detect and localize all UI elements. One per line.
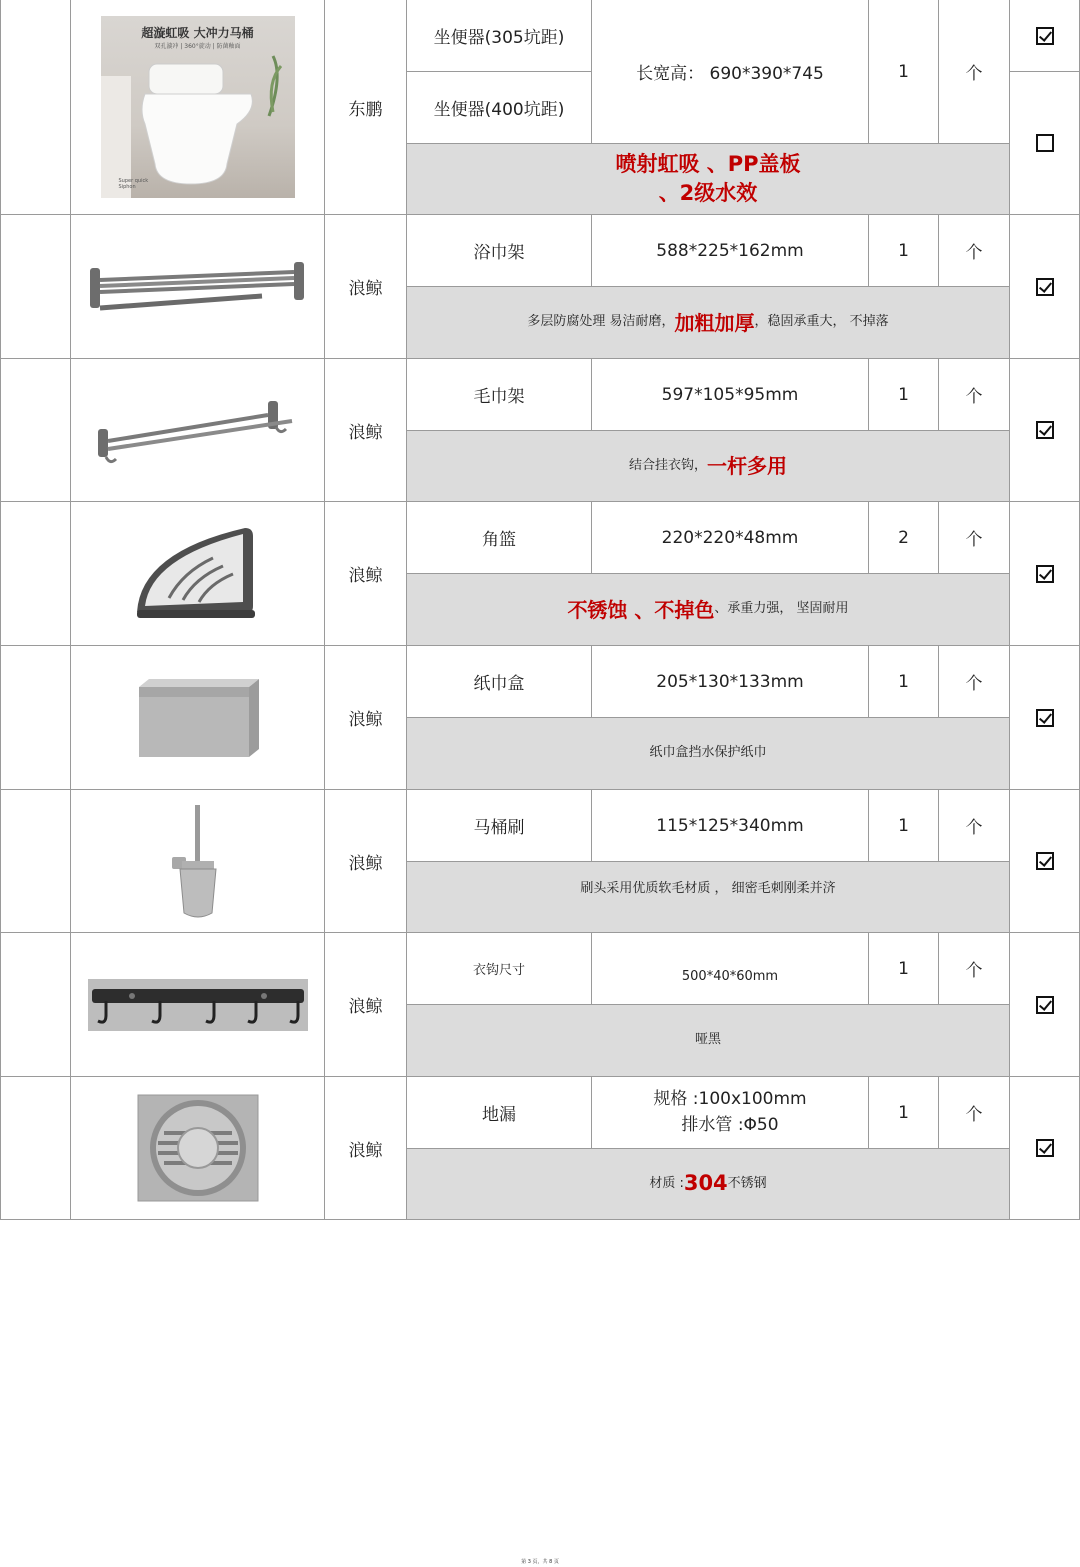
description-text: 、承重力强， 坚固耐用 <box>714 601 849 617</box>
size-cell <box>592 1077 869 1149</box>
qty-cell: 1 <box>869 790 939 862</box>
unit-cell: 个 <box>939 1077 1010 1149</box>
check-cell <box>1010 502 1080 646</box>
check-cell <box>1010 1077 1080 1220</box>
description-text: 纸巾盒挡水保护纸巾 <box>649 745 767 761</box>
checkbox-checked[interactable] <box>1036 1139 1054 1157</box>
brand-cell: 浪鲸 <box>325 1077 407 1220</box>
bath-towel-rack-icon <box>86 252 310 322</box>
brand-cell: 浪鲸 <box>325 933 407 1077</box>
checkbox-checked[interactable] <box>1036 278 1054 296</box>
toilet-image <box>101 16 295 198</box>
product-image-cell <box>71 502 325 646</box>
description-cell <box>407 431 1010 502</box>
corner-basket-icon <box>133 524 263 624</box>
product-image-cell <box>71 215 325 359</box>
description-cell <box>407 1149 1010 1220</box>
brand-cell: 东鹏 <box>325 0 407 215</box>
description-cell <box>407 287 1010 359</box>
product-name: 角篮 <box>407 502 592 574</box>
qty-cell: 2 <box>869 502 939 574</box>
toilet-image-headline: 超漩虹吸 大冲力马桶 <box>141 26 254 40</box>
checkbox-checked[interactable] <box>1036 852 1054 870</box>
description-text: ，稳固承重大， 不掉落 <box>754 314 889 330</box>
checkbox-checked[interactable] <box>1036 996 1054 1014</box>
product-image-cell <box>71 1077 325 1220</box>
index-cell <box>0 933 71 1077</box>
check-cell <box>1010 0 1080 72</box>
qty-cell: 1 <box>869 646 939 718</box>
check-cell <box>1010 359 1080 502</box>
product-name: 坐便器(305坑距) <box>407 0 592 72</box>
check-cell <box>1010 790 1080 933</box>
checkbox-checked[interactable] <box>1036 709 1054 727</box>
size-cell: 长宽高： 690*390*745 <box>592 0 869 144</box>
qty-cell: 1 <box>869 1077 939 1149</box>
check-cell <box>1010 72 1080 215</box>
product-image-cell <box>71 933 325 1077</box>
unit-cell: 个 <box>939 359 1010 431</box>
size-cell: 597*105*95mm <box>592 359 869 431</box>
size-cell: 115*125*340mm <box>592 790 869 862</box>
table-row-toilet <box>0 0 1080 215</box>
product-name: 毛巾架 <box>407 359 592 431</box>
unit-cell: 个 <box>939 933 1010 1005</box>
qty-cell: 1 <box>869 0 939 144</box>
checkbox-checked[interactable] <box>1036 565 1054 583</box>
checkbox-checked[interactable] <box>1036 27 1054 45</box>
brand-cell: 浪鲸 <box>325 646 407 790</box>
unit-cell: 个 <box>939 215 1010 287</box>
size-cell: 588*225*162mm <box>592 215 869 287</box>
checkbox-checked[interactable] <box>1036 421 1054 439</box>
table-row-bath-towel-rack <box>0 215 1080 359</box>
index-cell <box>0 790 71 933</box>
size-cell: 220*220*48mm <box>592 502 869 574</box>
description-line: 喷射虹吸 、PP盖板 <box>615 151 801 176</box>
brand-cell: 浪鲸 <box>325 215 407 359</box>
product-image-cell <box>71 646 325 790</box>
size-line: 规格 :100x100mm <box>653 1089 807 1109</box>
description-line: 、2级水效 <box>658 181 758 205</box>
index-cell <box>0 0 71 215</box>
unit-cell: 个 <box>939 0 1010 144</box>
coat-hooks-icon <box>88 979 308 1031</box>
index-cell <box>0 215 71 359</box>
floor-drain-icon <box>136 1093 260 1203</box>
index-cell <box>0 502 71 646</box>
qty-cell: 1 <box>869 215 939 287</box>
brand-cell: 浪鲸 <box>325 790 407 933</box>
description-highlight: 一杆多用 <box>707 454 787 478</box>
toilet-image-subline: 双孔漩冲 | 360°旋动 | 防菌釉面 <box>154 43 241 50</box>
check-cell <box>1010 646 1080 790</box>
size-line: 排水管 :Φ50 <box>681 1114 779 1135</box>
product-image-cell <box>71 790 325 933</box>
description-cell <box>407 574 1010 646</box>
description-cell <box>407 144 1010 215</box>
description-cell <box>407 1005 1010 1077</box>
page-footer: 第 3 页，共 8 页 <box>521 1559 559 1565</box>
checkbox-unchecked[interactable] <box>1036 134 1054 152</box>
table-row-coat-hooks <box>0 933 1080 1077</box>
description-cell <box>407 862 1010 933</box>
unit-cell: 个 <box>939 646 1010 718</box>
size-cell: 205*130*133mm <box>592 646 869 718</box>
index-cell <box>0 359 71 502</box>
table-row-toilet-brush <box>0 790 1080 933</box>
check-cell <box>1010 215 1080 359</box>
description-highlight: 304 <box>683 1171 728 1196</box>
unit-cell: 个 <box>939 790 1010 862</box>
unit-cell: 个 <box>939 502 1010 574</box>
product-image-cell <box>71 0 325 215</box>
qty-cell: 1 <box>869 359 939 431</box>
toilet-icon <box>101 16 295 198</box>
description-text: 结合挂衣钩， <box>628 457 707 473</box>
description-text: 刷头采用优质软毛材质 ， 细密毛刺刚柔并济 <box>580 881 836 896</box>
product-name: 马桶刷 <box>407 790 592 862</box>
size-cell: 500*40*60mm <box>592 933 869 1005</box>
product-name: 纸巾盒 <box>407 646 592 718</box>
tissue-box-icon <box>133 673 263 763</box>
product-name: 浴巾架 <box>407 215 592 287</box>
product-image-cell <box>71 359 325 502</box>
qty-cell: 1 <box>869 933 939 1005</box>
index-cell <box>0 646 71 790</box>
table-row-towel-bar <box>0 359 1080 502</box>
product-name: 衣钩尺寸 <box>407 933 592 1005</box>
index-cell <box>0 1077 71 1220</box>
product-name: 坐便器(400坑距) <box>407 72 592 144</box>
description-cell <box>407 718 1010 790</box>
toilet-image-caption: Super quick Siphon <box>118 178 149 190</box>
towel-bar-icon <box>96 395 300 465</box>
description-text: 哑黑 <box>694 1032 721 1048</box>
table-row-corner-basket <box>0 502 1080 646</box>
description-highlight: 不锈蚀 、不掉色 <box>567 597 715 622</box>
table-row-floor-drain <box>0 1077 1080 1220</box>
table-row-tissue-box <box>0 646 1080 790</box>
description-text: 不锈钢 <box>727 1175 767 1191</box>
product-name: 地漏 <box>407 1077 592 1149</box>
toilet-brush-icon <box>168 801 228 921</box>
brand-cell: 浪鲸 <box>325 502 407 646</box>
check-cell <box>1010 933 1080 1077</box>
description-text: 多层防腐处理 易洁耐磨， <box>527 314 675 330</box>
description-highlight: 加粗加厚 <box>674 310 755 335</box>
brand-cell: 浪鲸 <box>325 359 407 502</box>
description-text: 材质 : <box>649 1175 684 1191</box>
